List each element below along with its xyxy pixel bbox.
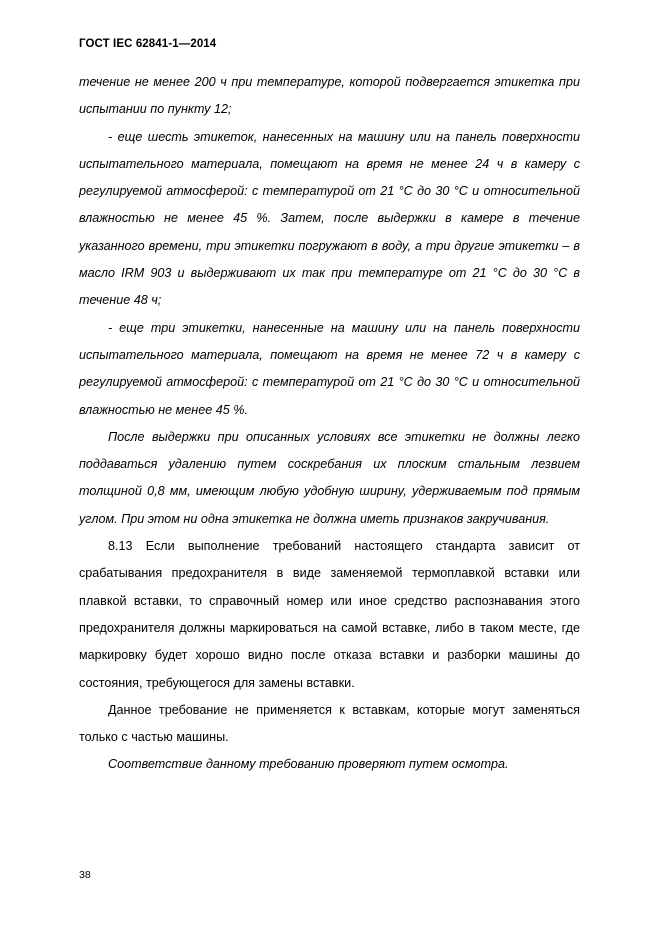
paragraph-clause-8-13: 8.13 Если выполнение требований настоящего стандарта зависит от срабатывания предохранителя в виде заменяемой термоплавкой вставки или плавкой вставки, то справочный номер или иное средство распознавания этого предохранителя должны маркироваться на самой вставке, либо в таком месте, где маркировку будет хорошо видно после отказа вставки и разборки машины до состояния, требующегося для замены вставки. bbox=[79, 539, 580, 690]
page-number: 38 bbox=[79, 869, 91, 881]
paragraph-six-labels: - еще шесть этикеток, нанесенных на машину или на панель поверхности испытательного материала, помещают на время не менее 24 ч в камеру с регулируемой атмосферой: с температурой от 21 °С до 30 °С и относительной влажностью не менее 45 %. Затем, после выдержки в камере в течение указанного времени, три этикетки погружают в воду, а три другие этикетки – в масло IRM 903 и выдерживают их так при температуре от 21 °С до 30 °С в течение 48 ч; bbox=[79, 129, 580, 308]
document-body bbox=[79, 69, 580, 779]
paragraph-label-test-continuation: течение не менее 200 ч при температуре, которой подвергается этикетка при испытании по пункту 12; bbox=[79, 75, 580, 117]
document-header: ГОСТ IEC 62841-1—2014 bbox=[79, 38, 217, 50]
paragraph-after-conditioning: После выдержки при описанных условиях все этикетки не должны легко поддаваться удалению путем соскребания их плоским стальным лезвием толщиной 0,8 мм, имеющим любую удобную ширину, удерживаемым под прямым углом. При этом ни одна этикетка не должна иметь признаков закручивания. bbox=[79, 429, 580, 526]
paragraph-requirement-exception: Данное требование не применяется к вставкам, которые могут заменяться только с частью машины. bbox=[79, 702, 580, 745]
paragraph-compliance-check: Соответствие данному требованию проверяют путем осмотра. bbox=[108, 757, 509, 772]
paragraph-three-labels: - еще три этикетки, нанесенные на машину или на панель поверхности испытательного материала, помещают на время не менее 72 ч в камеру с регулируемой атмосферой: с температурой от 21 °С до 30 °С и относительной влажностью не менее 45 %. bbox=[79, 320, 580, 417]
